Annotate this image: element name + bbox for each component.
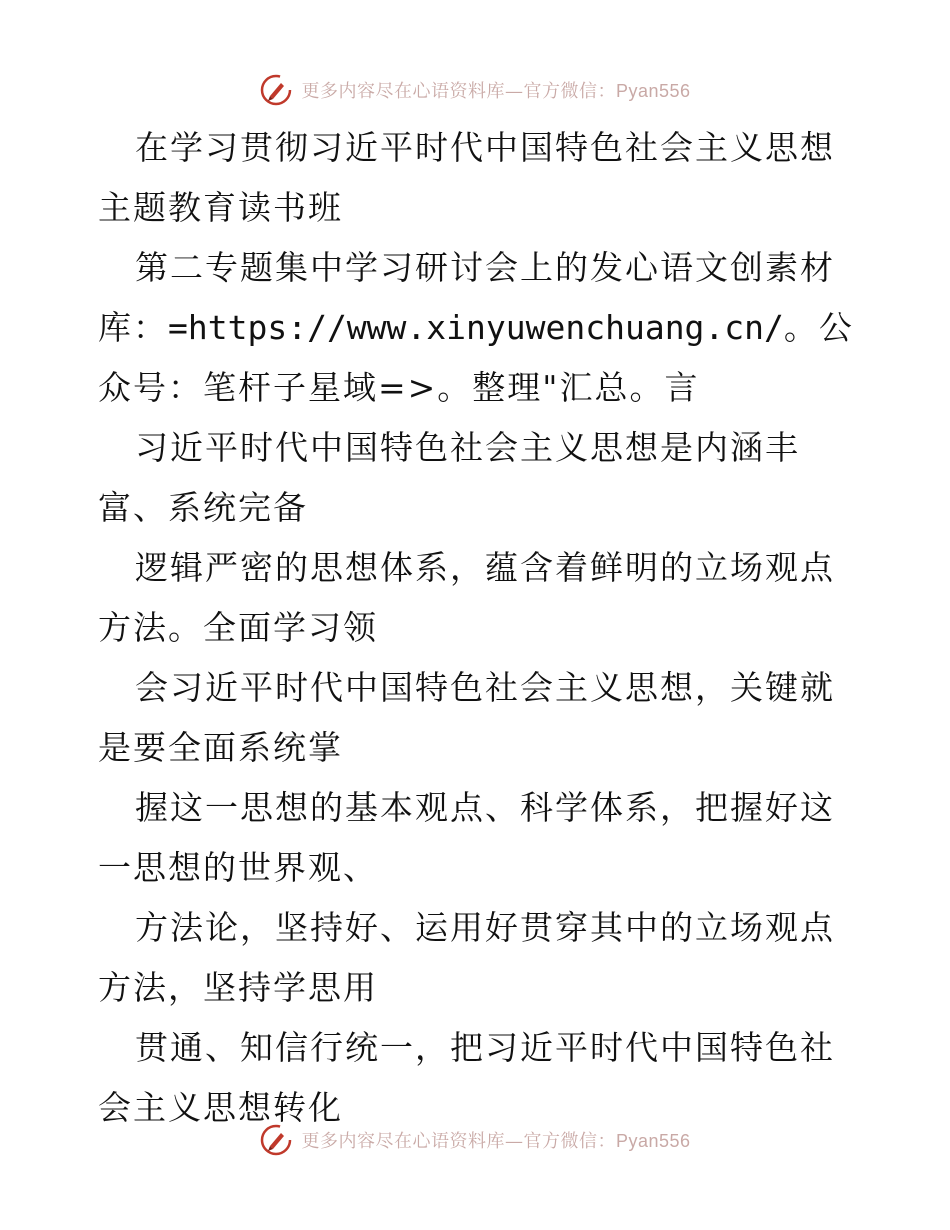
website-link[interactable]: =https://www.xinyuwenchuang.cn/ <box>168 308 784 347</box>
paragraph: 会习近平时代中国特色社会主义思想，关键就是要全面系统掌 <box>98 668 835 767</box>
paragraph-text: 第二专题集中学习研讨会上的发心语文创素材库： <box>98 248 835 347</box>
paragraph: 方法论，坚持好、运用好贯穿其中的立场观点方法，坚持学思用 <box>98 908 835 1007</box>
document-body <box>98 118 858 1138</box>
footer-banner-text <box>301 1127 690 1153</box>
paragraph: 逻辑严密的思想体系，蕴含着鲜明的立场观点方法。全面学习领 <box>98 548 835 647</box>
pen-logo-icon <box>259 73 293 107</box>
paragraph: 握这一思想的基本观点、科学体系，把握好这一思想的世界观、 <box>98 788 835 887</box>
paragraph: 贯通、知信行统一，把习近平时代中国特色社会主义思想转化 <box>98 1028 835 1127</box>
header-banner-label: 更多内容尽在心语资料库—官方微信： <box>301 81 616 102</box>
paragraph-text: 。公众号：笔杆子星域=>。整理"汇总。言 <box>98 308 854 407</box>
footer-wechat-id: Pyan556 <box>615 1131 691 1151</box>
pen-logo-icon <box>259 1123 293 1157</box>
paragraph: 在学习贯彻习近平时代中国特色社会主义思想主题教育读书班 <box>98 128 835 227</box>
header-wechat-id: Pyan556 <box>615 81 691 101</box>
paragraph: 习近平时代中国特色社会主义思想是内涵丰富、系统完备 <box>98 428 800 527</box>
header-banner <box>0 70 950 110</box>
header-banner-text <box>301 77 690 103</box>
paragraph <box>98 238 858 418</box>
footer-banner <box>0 1120 950 1160</box>
footer-banner-label: 更多内容尽在心语资料库—官方微信： <box>301 1131 616 1152</box>
